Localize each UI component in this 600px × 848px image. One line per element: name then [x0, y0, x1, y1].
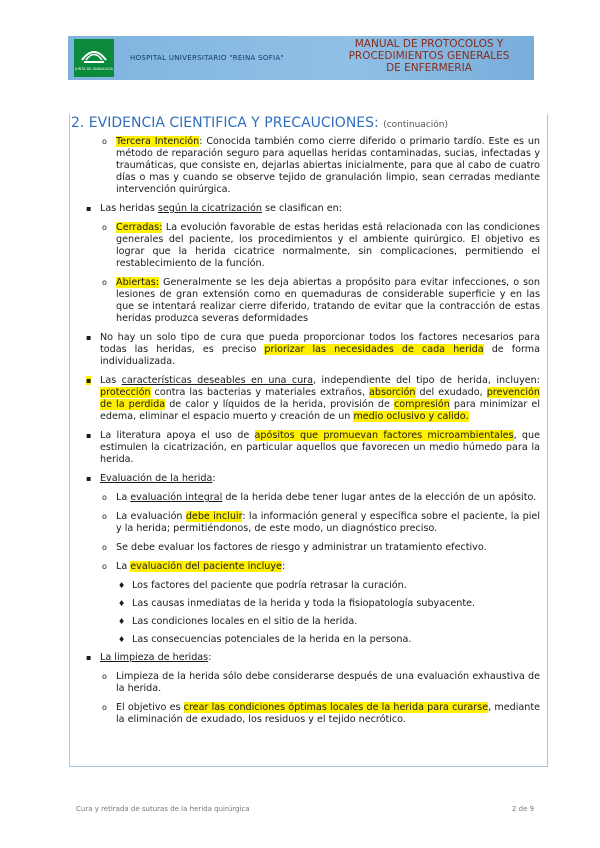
- list-item: ♦ Las condiciones locales en el sitio de la herida.: [118, 616, 358, 627]
- list-item: o Cerradas: La evolución favorable de estas heridas está relacionada con las condiciones generales del paciente, los procedimientos y el ambiente quirúrgico. El objetivo es lograr que la herida cicatrice normalmente, sin complicaciones, permitiendo el restablecimiento de la función.: [102, 222, 540, 269]
- document-body: [86, 136, 540, 733]
- circle-bullet-icon: o: [102, 223, 107, 232]
- manual-title: MANUAL DE PROTOCOLOS Y PROCEDIMIENTOS GENERALES DE ENFERMERIA: [348, 38, 510, 74]
- list-item: ♦ Los factores del paciente que podría retrasar la curación.: [118, 580, 407, 591]
- junta-logo-icon: [77, 42, 111, 74]
- section-title: 2. EVIDENCIA CIENTIFICA Y PRECAUCIONES: (continuación): [71, 115, 448, 131]
- header-banner: [68, 36, 534, 80]
- diamond-bullet-icon: ♦: [118, 617, 126, 626]
- circle-bullet-icon: o: [102, 672, 107, 681]
- square-bullet-icon: ▪: [86, 333, 92, 342]
- square-bullet-icon: ▪: [86, 431, 92, 440]
- list-item: o La evaluación integral de la herida debe tener lugar antes de la elección de un apósito.: [102, 492, 537, 503]
- footer-title: Cura y retirada de suturas de la herida quirúrgica: [76, 805, 250, 813]
- diamond-bullet-icon: ♦: [118, 635, 126, 644]
- square-bullet-icon: ▪: [86, 474, 92, 483]
- list-item: ▪ Evaluación de la herida:: [86, 473, 216, 484]
- circle-bullet-icon: o: [102, 703, 107, 712]
- circle-bullet-icon: o: [102, 493, 107, 502]
- list-item: o Abiertas: Generalmente se les deja abiertas a propósito para evitar infecciones, o son lesiones de gran extensión como en quemaduras de considerable superficie y en las que se intentará realizar cierre diferido, tratando de evitar que la contracción de estas heridas produzca severas deformidades: [102, 277, 540, 324]
- list-item: ▪ Las heridas según la cicatrización se clasifican en:: [86, 203, 342, 214]
- diamond-bullet-icon: ♦: [118, 581, 126, 590]
- list-item: o La evaluación debe incluir: la información general y específica sobre el paciente, la piel y la herida; permitiéndonos, de este modo, un diagnóstico preciso.: [102, 511, 540, 534]
- list-item: o Limpieza de la herida sólo debe considerarse después de una evaluación exhaustiva de la herida.: [102, 671, 540, 694]
- list-item: o El objetivo es crear las condiciones óptimas locales de la herida para curarse, mediante la eliminación de exudado, los residuos y el tejido necrótico.: [102, 702, 540, 725]
- circle-bullet-icon: o: [102, 562, 107, 571]
- list-item: ▪ Las características deseables en una cura, independiente del tipo de herida, incluyen: protección contra las bacterias y materiales extraños, absorción del exudado, prevención de la perdida de calor y líquidos de la herida, provisión de compresión para minimizar el edema, eliminar el espacio muerto y creación de un medio oclusivo y calido.: [86, 375, 540, 422]
- list-item: o Se debe evaluar los factores de riesgo y administrar un tratamiento efectivo.: [102, 542, 487, 553]
- circle-bullet-icon: o: [102, 543, 107, 552]
- circle-bullet-icon: o: [102, 512, 107, 521]
- square-bullet-icon: ▪: [86, 376, 92, 385]
- diamond-bullet-icon: ♦: [118, 599, 126, 608]
- list-item: ♦ Las consecuencias potenciales de la herida en la persona.: [118, 634, 412, 645]
- square-bullet-icon: ▪: [86, 204, 92, 213]
- list-item: o La evaluación del paciente incluye:: [102, 561, 286, 572]
- svg-text:JUNTA DE ANDALUCIA: JUNTA DE ANDALUCIA: [75, 67, 113, 71]
- square-bullet-icon: ▪: [86, 653, 92, 662]
- list-item: o Tercera Intención: Conocida también como cierre diferido o primario tardío. Este es un método de reparación seguro para aquellas heridas contaminadas, sucias, infectadas y traumáticas, que consiste en, dejarlas abiertas inicialmente, para que al cabo de cuatro días o mas y cuando se observe tejido de granulación limpio, sean cerradas mediante intervención quirúrgica.: [102, 136, 540, 195]
- list-item: ▪ La limpieza de heridas:: [86, 652, 212, 663]
- hospital-name: HOSPITAL UNIVERSITARIO "REINA SOFIA": [130, 54, 285, 62]
- page-number: 2 de 9: [512, 805, 535, 813]
- circle-bullet-icon: o: [102, 278, 107, 287]
- junta-logo: [74, 39, 114, 77]
- list-item: ♦ Las causas inmediatas de la herida y toda la fisiopatología subyacente.: [118, 598, 476, 609]
- list-item: ▪ No hay un solo tipo de cura que pueda proporcionar todos los factores necesarios para todas las heridas, es preciso priorizar las necesidades de cada herida de forma individualizada.: [86, 332, 540, 367]
- list-item: ▪ La literatura apoya el uso de apósitos que promuevan factores microambientales, que estimulen la cicatrización, en particular aquellos que favorecen un medio húmedo para la herida.: [86, 430, 541, 465]
- circle-bullet-icon: o: [102, 137, 107, 146]
